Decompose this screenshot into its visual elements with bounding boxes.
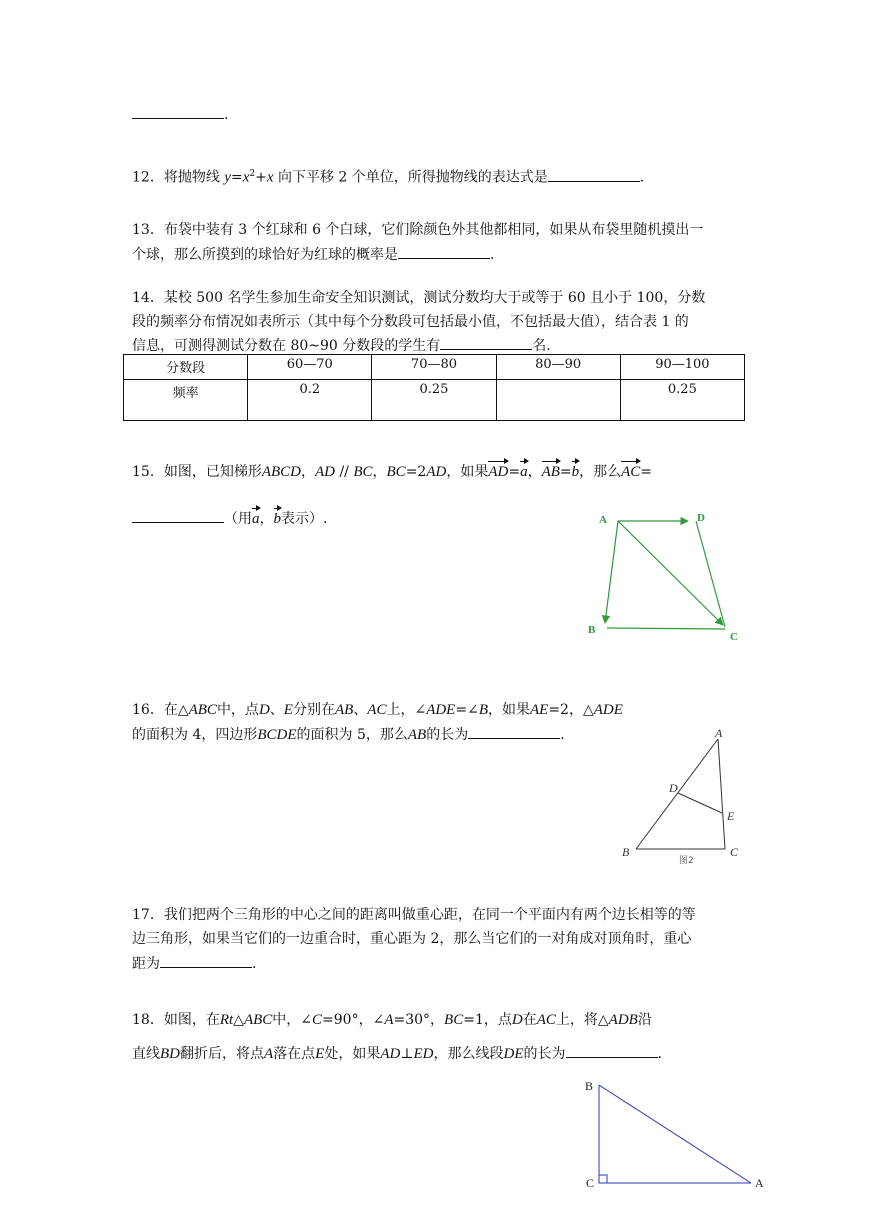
vector-ab: AB <box>541 464 560 480</box>
table-cell <box>496 380 620 421</box>
question-15-line2: （用a，b表示）. <box>132 508 327 529</box>
label-d: D <box>669 781 678 795</box>
label-a: A <box>599 514 607 526</box>
triangle-ade-figure <box>615 725 750 870</box>
table-cell: 频率 <box>124 380 248 421</box>
answer-blank[interactable] <box>398 244 490 259</box>
answer-blank[interactable] <box>132 508 224 523</box>
label-e: E <box>727 809 735 823</box>
question-14-line2: 段的频率分布情况如表所示（其中每个分数段可包括最小值，不包括最大值），结合表 1 的 <box>132 314 689 330</box>
label-d: D <box>697 512 705 524</box>
answer-blank[interactable] <box>160 953 252 968</box>
table-cell: 80—90 <box>496 355 620 380</box>
answer-blank[interactable] <box>440 335 532 350</box>
table-cell: 70—80 <box>372 355 496 380</box>
question-13-line1: 13．布袋中装有 3 个红球和 6 个白球，它们除颜色外其他都相同，如果从布袋里随机摸出一 <box>132 222 704 238</box>
segment-ab <box>599 1085 751 1183</box>
vector-ac: AC <box>621 464 641 480</box>
label-a: A <box>755 1176 764 1190</box>
question-12: 12．将抛物线 $y=x^2+x$ 向下平移 2 个单位，所得抛物线的表达式是 . <box>132 164 644 188</box>
table-cell: 0.25 <box>372 380 496 421</box>
question-18-line1: 18．如图，在Rt△ABC中，∠C=90°，∠A=30°，BC=1，点D在AC上，将△ADB沿 <box>132 1012 652 1028</box>
segment-ac <box>718 739 725 849</box>
figure-caption: 图2 <box>679 856 694 866</box>
table-cell: 0.2 <box>248 380 372 421</box>
table-cell: 60—70 <box>248 355 372 380</box>
label-b: B <box>622 845 630 859</box>
table-cell: 0.25 <box>620 380 744 421</box>
vector-a: a <box>520 464 528 480</box>
answer-blank[interactable] <box>548 167 640 182</box>
answer-blank[interactable] <box>468 724 560 739</box>
question-13-line2: 个球，那么所摸到的球恰好为红球的概率是 . <box>132 244 494 265</box>
frequency-table <box>123 354 745 421</box>
question-17-line3: 距为 . <box>132 953 256 974</box>
q11-answer-line: . <box>132 104 228 125</box>
vector-ad: AD <box>488 464 509 480</box>
question-17-line1: 17．我们把两个三角形的中心之间的距离叫做重心距，在同一个平面内有两个边长相等的等 <box>132 907 696 923</box>
vector-ab-arrow <box>605 521 618 623</box>
label-b: B <box>588 624 596 636</box>
segment-de <box>678 793 722 813</box>
label-a: A <box>715 726 723 740</box>
trapezoid-figure <box>580 505 750 650</box>
label-c: C <box>586 1176 595 1190</box>
question-18-line2: 直线BD翻折后，将点A落在点E处，如果AD⊥ED，那么线段DE的长为 . <box>132 1043 662 1064</box>
question-16-line1: 16．在△ABC中，点D、E分别在AB、AC上，∠ADE=∠B，如果AE=2，△ADE <box>132 702 623 718</box>
table-cell: 90—100 <box>620 355 744 380</box>
right-triangle-figure <box>580 1075 770 1195</box>
vector-ac-arrow <box>618 521 723 625</box>
question-15-line1: 15．如图，已知梯形ABCD，AD // BC，BC=2AD，如果AD=a，AB=b，那么AC= <box>132 464 653 480</box>
segment-bc <box>607 628 725 629</box>
question-14-line1: 14．某校 500 名学生参加生命安全知识测试，测试分数均大于或等于 60 且小于 100，分数 <box>132 290 706 306</box>
table-cell: 分数段 <box>124 355 248 380</box>
right-angle-mark <box>599 1175 607 1183</box>
answer-blank[interactable] <box>132 104 224 119</box>
question-14-line3: 信息，可测得测试分数在 80~90 分数段的学生有 名. <box>132 335 551 356</box>
answer-blank[interactable] <box>566 1043 658 1058</box>
label-c: C <box>730 845 739 859</box>
question-17-line2: 边三角形，如果当它们的一边重合时，重心距为 2，那么当它们的一对角成对顶角时，重心 <box>132 931 692 947</box>
question-16-line2: 的面积为 4，四边形BCDE的面积为 5，那么AB的长为 . <box>132 724 565 745</box>
label-b: B <box>585 1079 594 1093</box>
label-c: C <box>730 631 738 643</box>
table-row <box>124 380 745 421</box>
table-header-row <box>124 355 745 380</box>
segment-dc <box>696 521 725 627</box>
vector-b: b <box>571 464 580 480</box>
